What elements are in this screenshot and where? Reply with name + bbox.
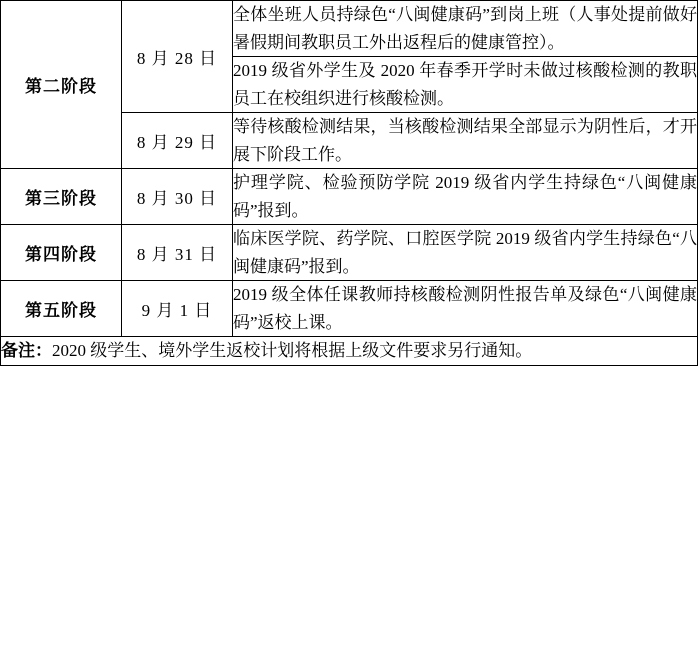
date-cell <box>122 169 233 225</box>
content-cell <box>233 113 698 169</box>
content-text: 等待核酸检测结果，当核酸检测结果全部显示为阴性后，才开展下阶段工作。 <box>233 117 697 164</box>
table-row <box>1 1 698 57</box>
date-label: 9 月 1 日 <box>141 301 213 321</box>
content-cell <box>233 225 698 281</box>
table-row <box>1 281 698 337</box>
stage-label: 第四阶段 <box>25 245 97 265</box>
date-label: 8 月 30 日 <box>136 189 218 209</box>
content-text: 临床医学院、药学院、口腔医学院 2019 级省内学生持绿色“八闽健康码”报到。 <box>233 229 697 276</box>
content-cell <box>233 281 698 337</box>
stage-cell <box>1 225 122 281</box>
stage-cell <box>1 1 122 169</box>
content-text: 2019 级省外学生及 2020 年春季开学时未做过核酸检测的教职员工在校组织进行核酸检测。 <box>233 61 697 108</box>
date-label: 8 月 28 日 <box>136 49 218 69</box>
stage-label: 第二阶段 <box>25 77 97 97</box>
content-text: 全体坐班人员持绿色“八闽健康码”到岗上班（人事处提前做好暑假期间教职员工外出返程后的健康管控）。 <box>233 5 697 52</box>
date-label: 8 月 31 日 <box>136 245 218 265</box>
content-text: 护理学院、检验预防学院 2019 级省内学生持绿色“八闽健康码”报到。 <box>233 173 697 220</box>
stage-label: 第五阶段 <box>25 301 97 321</box>
date-label: 8 月 29 日 <box>136 133 218 153</box>
note-cell <box>1 337 698 366</box>
note-text: 2020 级学生、境外学生返校计划将根据上级文件要求另行通知。 <box>52 341 533 361</box>
note-row <box>1 337 698 366</box>
date-cell <box>122 281 233 337</box>
stage-label: 第三阶段 <box>25 189 97 209</box>
content-cell <box>233 169 698 225</box>
content-text: 2019 级全体任课教师持核酸检测阴性报告单及绿色“八闽健康码”返校上课。 <box>233 285 697 332</box>
date-cell <box>122 225 233 281</box>
table-row <box>1 169 698 225</box>
stage-cell <box>1 169 122 225</box>
date-cell <box>122 1 233 113</box>
content-cell <box>233 1 698 57</box>
stage-cell <box>1 281 122 337</box>
note-label: 备注： <box>1 341 52 361</box>
date-cell <box>122 113 233 169</box>
table-row <box>1 225 698 281</box>
content-cell <box>233 57 698 113</box>
